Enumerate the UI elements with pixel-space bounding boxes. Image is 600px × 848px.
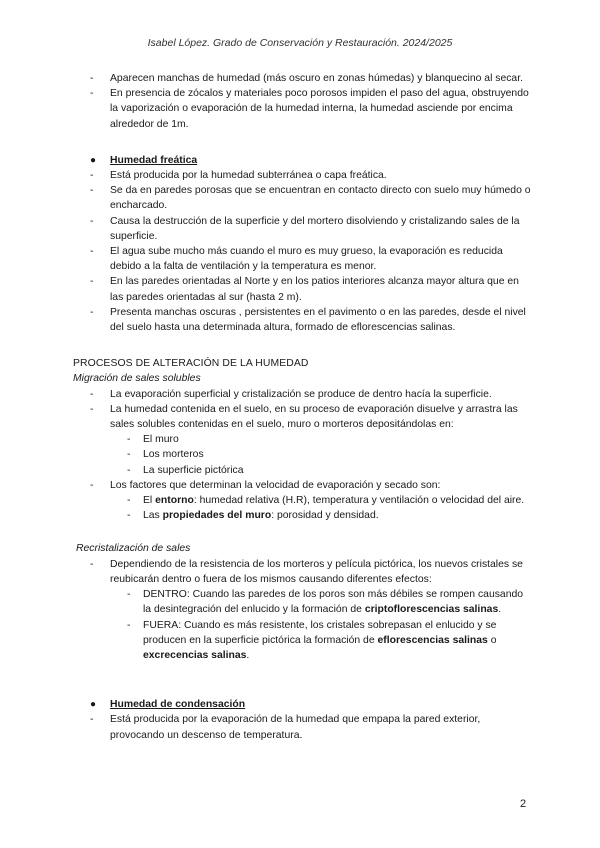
list-item: - Está producida por la evaporación de la humedad que empapa la pared exterior, provocando un descenso de temperatura. <box>90 714 481 741</box>
list-item: - En las paredes orientadas al Norte y en los patios interiores alcanza mayor altura que en las paredes orientadas al sur (hasta 2 m). <box>90 276 519 303</box>
sub-list-item: - El entorno: humedad relativa (H.R), temperatura y ventilación o velocidad del aire. <box>73 493 533 508</box>
list-item: - La evaporación superficial y cristalización se produce de dentro hacía la superficie. <box>73 387 533 402</box>
sub-list-item: - FUERA: Cuando es más resistente, los cristales sobrepasan el enlucido y se producen en la superficie pictórica la formación de eflorescencias salinas o excrecencias salinas. <box>127 619 497 661</box>
dash-marker: - <box>127 510 131 522</box>
sub-list-item: - Las propiedades del muro: porosidad y densidad. <box>73 508 533 523</box>
dash-marker: - <box>90 403 94 415</box>
list-item: - Los factores que determinan la velocidad de evaporación y secado son: <box>73 478 533 493</box>
page-number: 2 <box>520 798 527 810</box>
bullet-marker: ● <box>90 699 97 711</box>
dash-marker: - <box>127 434 131 446</box>
dash-marker: - <box>90 170 94 182</box>
dash-marker: - <box>90 185 94 197</box>
dash-marker: - <box>90 73 94 84</box>
dash-marker: - <box>127 464 131 476</box>
dash-marker: - <box>90 215 94 227</box>
page-header: Isabel López. Grado de Conservación y Restauración. 2024/2025 <box>147 37 453 49</box>
list-item: - El agua sube mucho más cuando el muro es muy grueso, la evaporación es reducida debido a la falta de ventilación y la temperatura es menor. <box>90 246 503 273</box>
dash-marker: - <box>90 306 94 318</box>
document-body <box>73 71 533 743</box>
bullet-marker: ● <box>90 154 97 166</box>
section-heading-freatica: ● Humedad freática <box>73 153 533 168</box>
list-item: - En presencia de zócalos y materiales poco porosos impiden el paso del agua, obstruyendo la vaporización o evaporación de la humedad interna, la humedad asciende por encima alrededor de 1m. <box>90 88 529 130</box>
list-item: - Aparecen manchas de humedad (más oscuro en zonas húmedas) y blanquecino al secar. <box>73 71 533 86</box>
list-item: - Se da en paredes porosas que se encuentran en contacto directo con suelo muy húmedo o encharcado. <box>90 185 531 212</box>
dash-marker: - <box>90 276 94 288</box>
list-item: - Está producida por la humedad subterránea o capa freática. <box>73 168 533 183</box>
sub-list-item: - Los morteros <box>73 447 533 462</box>
dash-marker: - <box>90 714 94 726</box>
dash-marker: - <box>127 589 131 601</box>
dash-marker: - <box>127 449 131 461</box>
list-item: - Dependiendo de la resistencia de los morteros y película pictórica, los nuevos cristales se reubicarán dentro o fuera de los mismos causando diferentes efectos: <box>90 558 523 585</box>
list-item: - La humedad contenida en el suelo, en su proceso de evaporación disuelve y arrastra las sales solubles contenidas en el suelo, muro o morteros depositándolas en: <box>90 403 518 431</box>
subsection-title-migracion: Migración de sales solubles <box>73 373 201 385</box>
sub-list-item: - El muro <box>73 432 533 447</box>
list-item: - Causa la destrucción de la superficie y del mortero disolviendo y cristalizando sales de la superficie. <box>90 215 520 242</box>
sub-list-item: - DENTRO: Cuando las paredes de los poros son más débiles se rompen causando la desintegración del enlucido y la formación de criptoflorescencias salinas. <box>127 589 524 616</box>
sub-list-item: - La superficie pictórica <box>73 463 533 478</box>
dash-marker: - <box>127 495 131 507</box>
subsection-title-recristalizacion: Recristalización de sales <box>76 543 191 555</box>
dash-marker: - <box>90 558 94 570</box>
dash-marker: - <box>90 88 94 100</box>
dash-marker: - <box>90 388 94 400</box>
dash-marker: - <box>127 619 131 631</box>
list-item: - Presenta manchas oscuras , persistentes en el pavimento o en las paredes, desde el nivel del suelo hasta una determinada altura, formado de eflorescencias salinas. <box>90 306 526 334</box>
section-heading-condensacion: ● Humedad de condensación <box>73 697 533 712</box>
dash-marker: - <box>90 246 94 258</box>
section-title-procesos: PROCESOS DE ALTERACIÓN DE LA HUMEDAD <box>73 358 309 370</box>
dash-marker: - <box>90 479 94 491</box>
